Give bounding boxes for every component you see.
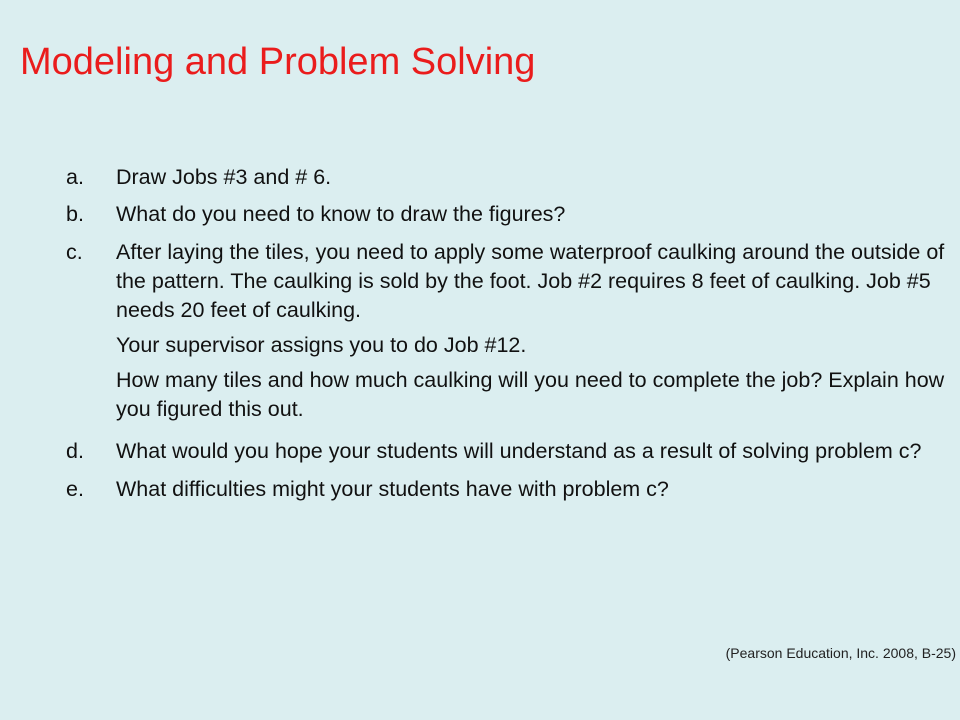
question-item-c <box>66 238 946 424</box>
item-text: After laying the tiles, you need to apply some waterproof caulking around the outside of the pattern. The caulking is sold by the foot. Job #2 requires 8 feet of caulking. Job #5 needs 20 feet of caulking. <box>116 240 945 322</box>
item-body-d <box>116 437 946 466</box>
item-text: How many tiles and how much caulking will you need to complete the job? Explain how you figured this out. <box>116 368 945 421</box>
slide-title: Modeling and Problem Solving <box>20 41 536 83</box>
item-letter-c: c. <box>66 240 83 264</box>
item-body-e <box>116 475 946 504</box>
citation: (Pearson Education, Inc. 2008, B-25) <box>725 645 956 661</box>
item-letter-e: e. <box>66 477 84 501</box>
item-text: What do you need to know to draw the figures? <box>116 202 566 226</box>
item-letter-a: a. <box>66 165 84 189</box>
item-letter-d: d. <box>66 439 84 463</box>
question-list <box>66 163 946 504</box>
item-letter-b: b. <box>66 202 84 226</box>
item-text: What would you hope your students will understand as a result of solving problem c? <box>116 439 922 463</box>
question-item-b <box>66 200 946 229</box>
item-text: What difficulties might your students have with problem c? <box>116 477 669 501</box>
item-text: Your supervisor assigns you to do Job #12. <box>116 333 527 357</box>
item-text: Draw Jobs #3 and # 6. <box>116 165 332 189</box>
item-body-b <box>116 200 946 229</box>
question-item-e <box>66 475 946 504</box>
question-item-d <box>66 437 946 466</box>
question-item-a <box>66 163 946 192</box>
item-body-c <box>116 238 946 424</box>
item-body-a <box>116 163 946 192</box>
